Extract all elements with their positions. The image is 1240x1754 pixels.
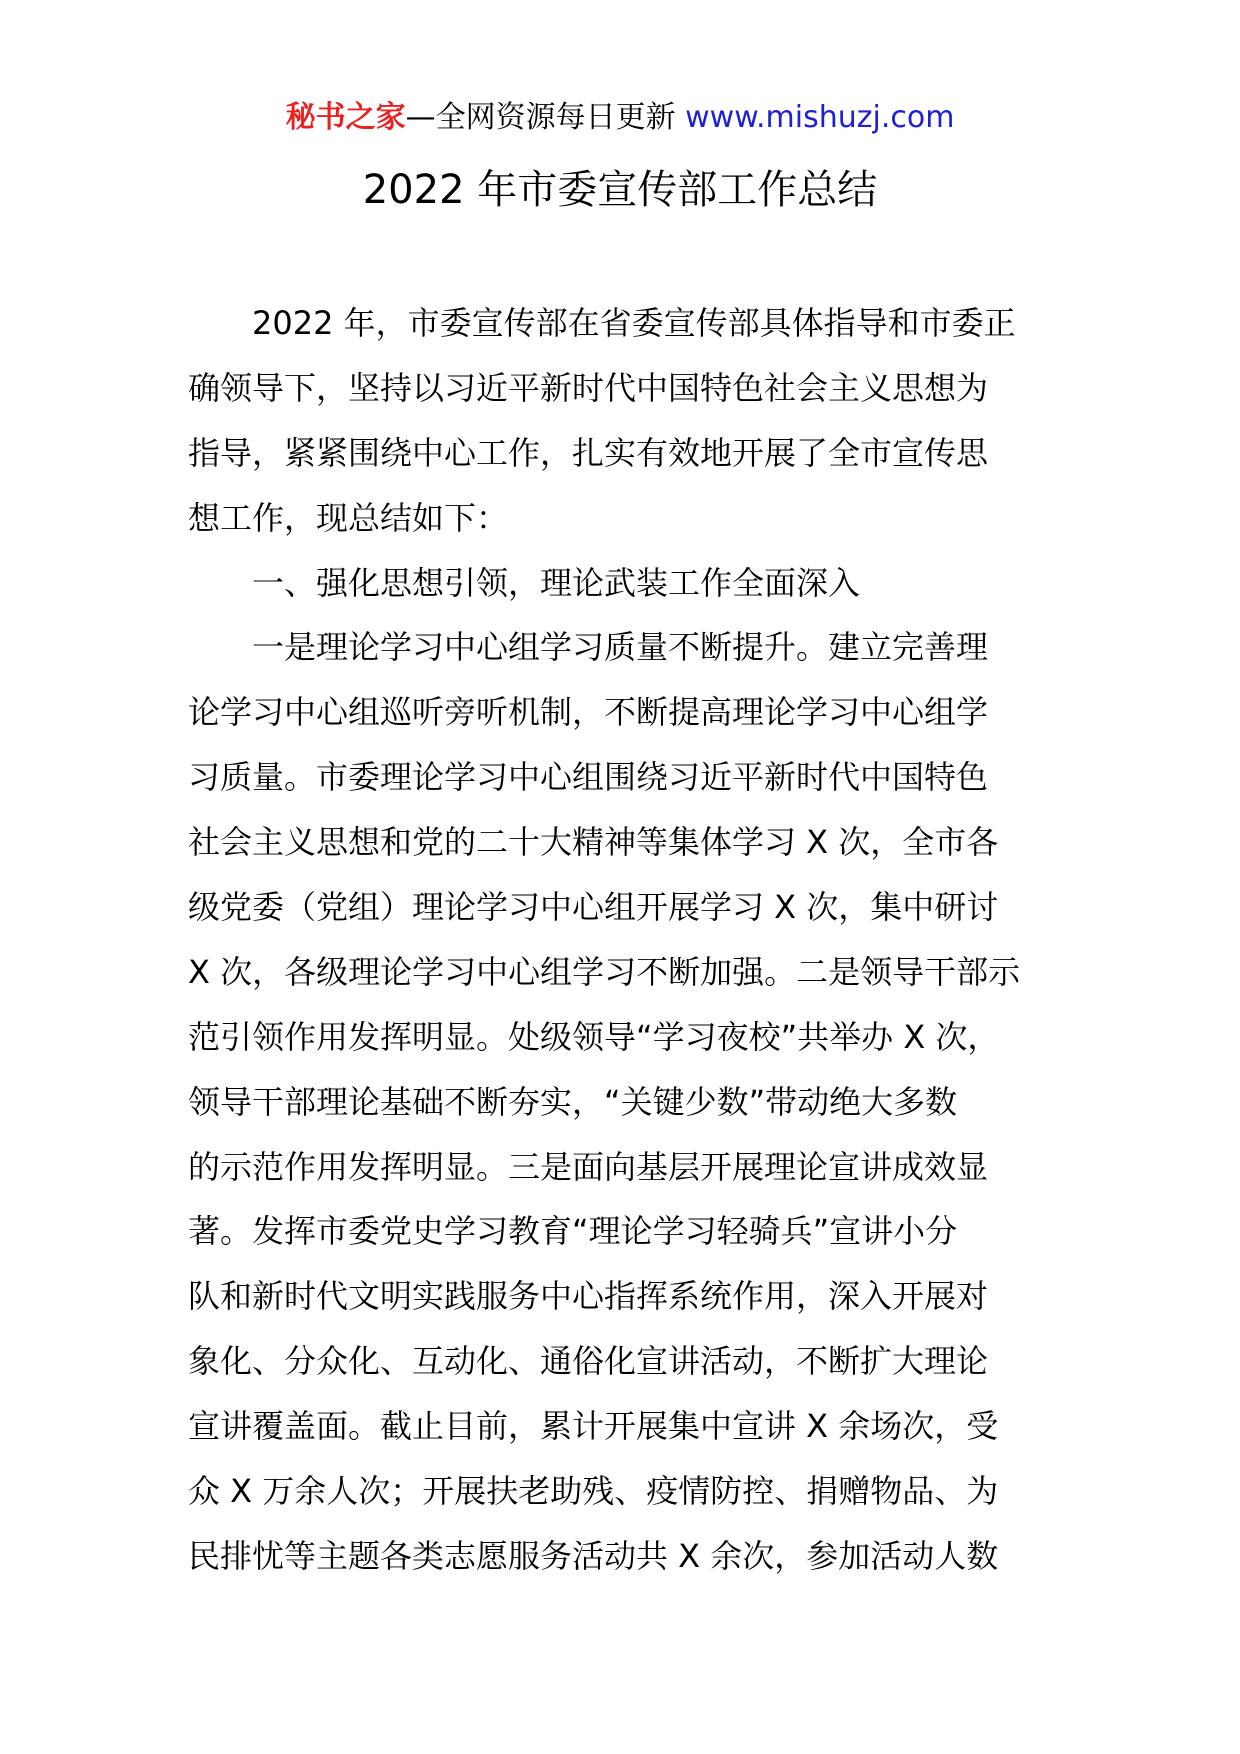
document-title: 2022 年市委宣传部工作总结 xyxy=(362,167,878,213)
body-line: 论学习中心组巡听旁听机制，不断提高理论学习中心组学 xyxy=(188,693,989,732)
body-line: 著。发挥市委党史学习教育“理论学习轻骑兵”宣讲小分 xyxy=(188,1212,958,1251)
body-line: 的示范作用发挥明显。三是面向基层开展理论宣讲成效显 xyxy=(188,1147,989,1186)
body-line: 民排忧等主题各类志愿服务活动共 X 余次，参加活动人数 xyxy=(188,1536,999,1575)
body-line: 2022 年，市委宣传部在省委宣传部具体指导和市委正 xyxy=(252,304,1016,342)
body-line: 宣讲覆盖面。截止目前，累计开展集中宣讲 X 余场次，受 xyxy=(188,1407,999,1446)
body-line: 范引领作用发挥明显。处级领导“学习夜校”共举办 X 次， xyxy=(188,1017,1000,1056)
body-line: 确领导下，坚持以习近平新时代中国特色社会主义思想为 xyxy=(188,368,989,407)
brand-name: 秘书之家 xyxy=(285,100,406,135)
body-line: X 次，各级理论学习中心组学习不断加强。二是领导干部示 xyxy=(188,952,1021,991)
body-line: 队和新时代文明实践服务中心指挥系统作用，深入开展对 xyxy=(188,1277,989,1316)
body-line: 社会主义思想和党的二十大精神等集体学习 X 次，全市各 xyxy=(188,823,999,862)
body-line: 一是理论学习中心组学习质量不断提升。建立完善理 xyxy=(252,628,989,667)
body-line: 象化、分众化、互动化、通俗化宣讲活动，不断扩大理论 xyxy=(188,1342,989,1381)
watermark-header xyxy=(0,98,1240,138)
body-line: 领导干部理论基础不断夯实，“关键少数”带动绝大多数 xyxy=(188,1082,958,1121)
body-line: 习质量。市委理论学习中心组围绕习近平新时代中国特色 xyxy=(188,758,989,797)
body-line: 想工作，现总结如下： xyxy=(188,498,509,537)
site-url-link[interactable]: www.mishuzj.com xyxy=(685,100,955,135)
body-line: 级党委（党组）理论学习中心组开展学习 X 次，集中研讨 xyxy=(188,888,999,927)
header-tagline: —全网资源每日更新 xyxy=(405,100,686,135)
body-line: 一、强化思想引领，理论武装工作全面深入 xyxy=(252,563,861,602)
document-body xyxy=(188,291,1088,1589)
body-line: 众 X 万余人次；开展扶老助残、疫情防控、捐赠物品、为 xyxy=(188,1472,999,1511)
body-line: 指导，紧紧围绕中心工作，扎实有效地开展了全市宣传思 xyxy=(188,433,989,472)
